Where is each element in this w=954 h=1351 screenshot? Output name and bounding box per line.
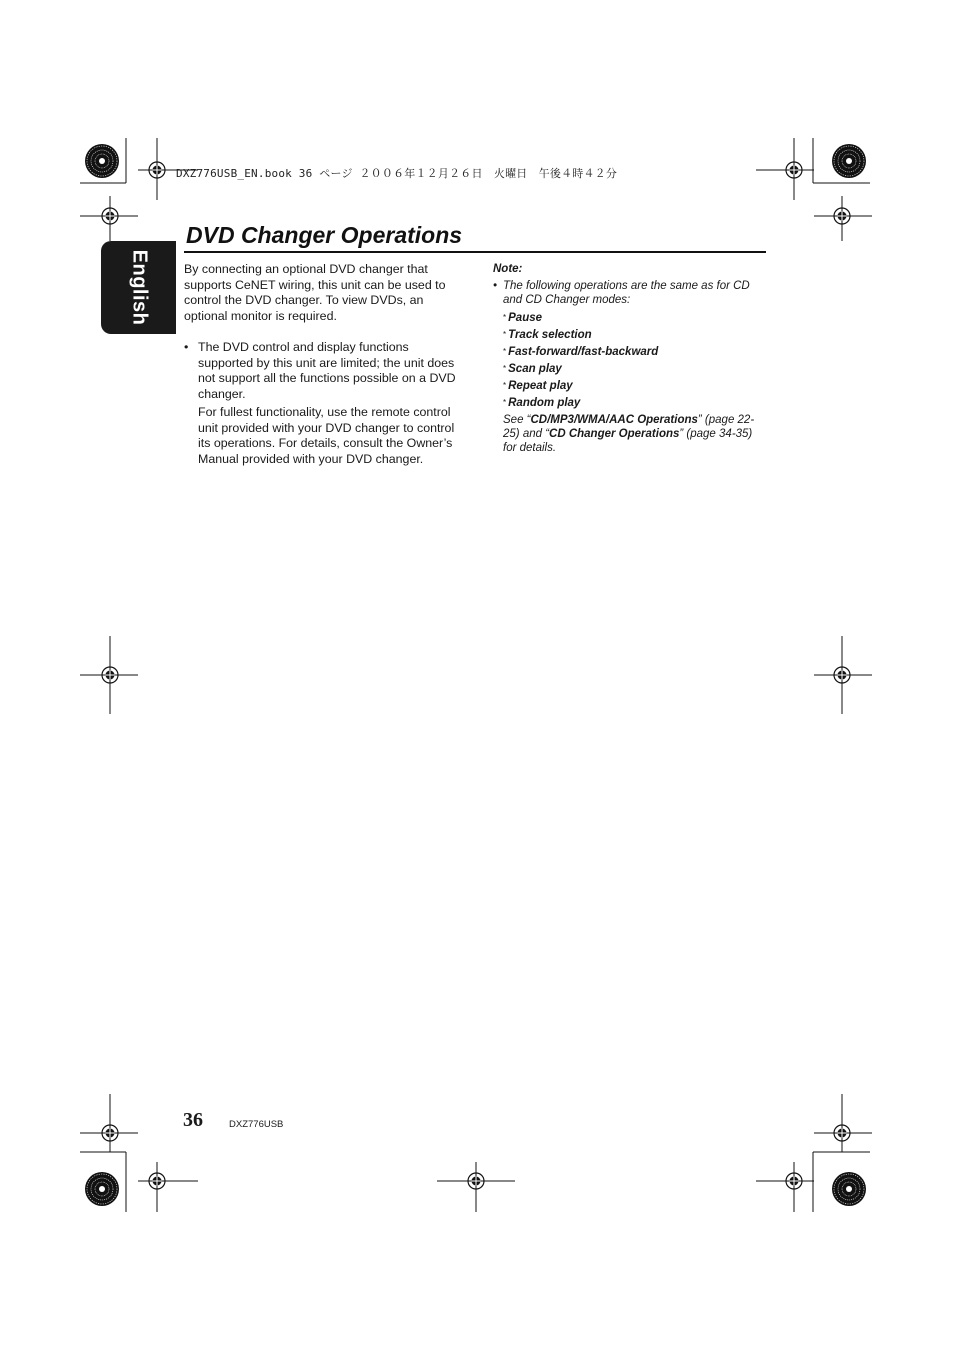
item-marker: * <box>503 347 507 356</box>
title-underline <box>184 251 766 253</box>
list-item: * Random play <box>503 397 581 409</box>
bullet-followup: For fullest functionality, use the remote control unit provided with your DVD changer to control its operations. For details, consult the Owner’s Manual provided with your DVD changer. <box>198 405 455 466</box>
note-lead: The following operations are the same as for CD and CD Changer modes: <box>503 280 750 306</box>
cross-reference-2: CD Changer Operations <box>549 428 680 440</box>
language-tab-label-wrap <box>101 241 176 334</box>
item-marker: * <box>503 330 507 339</box>
note-heading: Note: <box>493 263 523 275</box>
page-number: 36 <box>183 1109 203 1131</box>
list-item: * Repeat play <box>503 380 573 392</box>
intro-paragraph: By connecting an optional DVD changer that supports CeNET wiring, this unit can be used to control the DVD changer. To view DVDs, an optional monitor is required. <box>184 262 446 323</box>
list-item: * Fast-forward/fast-backward <box>503 346 659 358</box>
note-bullet-marker: • <box>493 280 498 292</box>
list-item: * Track selection <box>503 329 592 341</box>
see-reference: See “CD/MP3/WMA/AAC Operations” (page 22-25) and “CD Changer Operations” (page 34-35) for details. <box>503 414 755 454</box>
page-title: DVD Changer Operations <box>186 222 463 248</box>
left-column <box>184 262 456 467</box>
bullet-marker: • <box>184 340 189 354</box>
list-item: * Pause <box>503 312 543 324</box>
cross-reference-1: CD/MP3/WMA/AAC Operations <box>530 414 698 426</box>
note-bullet <box>493 279 767 307</box>
item-marker: * <box>503 381 507 390</box>
list-item: * Scan play <box>503 363 562 375</box>
bullet-text: The DVD control and display functions supported by this unit are limited; the unit does not support all the functions possible on a DVD changer. <box>198 340 456 401</box>
item-marker: * <box>503 398 507 407</box>
item-marker: * <box>503 313 507 322</box>
limitation-bullet <box>184 340 456 467</box>
item-marker: * <box>503 364 507 373</box>
model-footer: DXZ776USB <box>229 1119 284 1130</box>
operations-list <box>493 311 767 413</box>
print-header: DXZ776USB_EN.book 36 ページ ２００６年１２月２６日 火曜日 午後４時４２分 <box>176 167 618 180</box>
language-tab-label: English <box>128 249 151 326</box>
note-box <box>493 262 767 455</box>
